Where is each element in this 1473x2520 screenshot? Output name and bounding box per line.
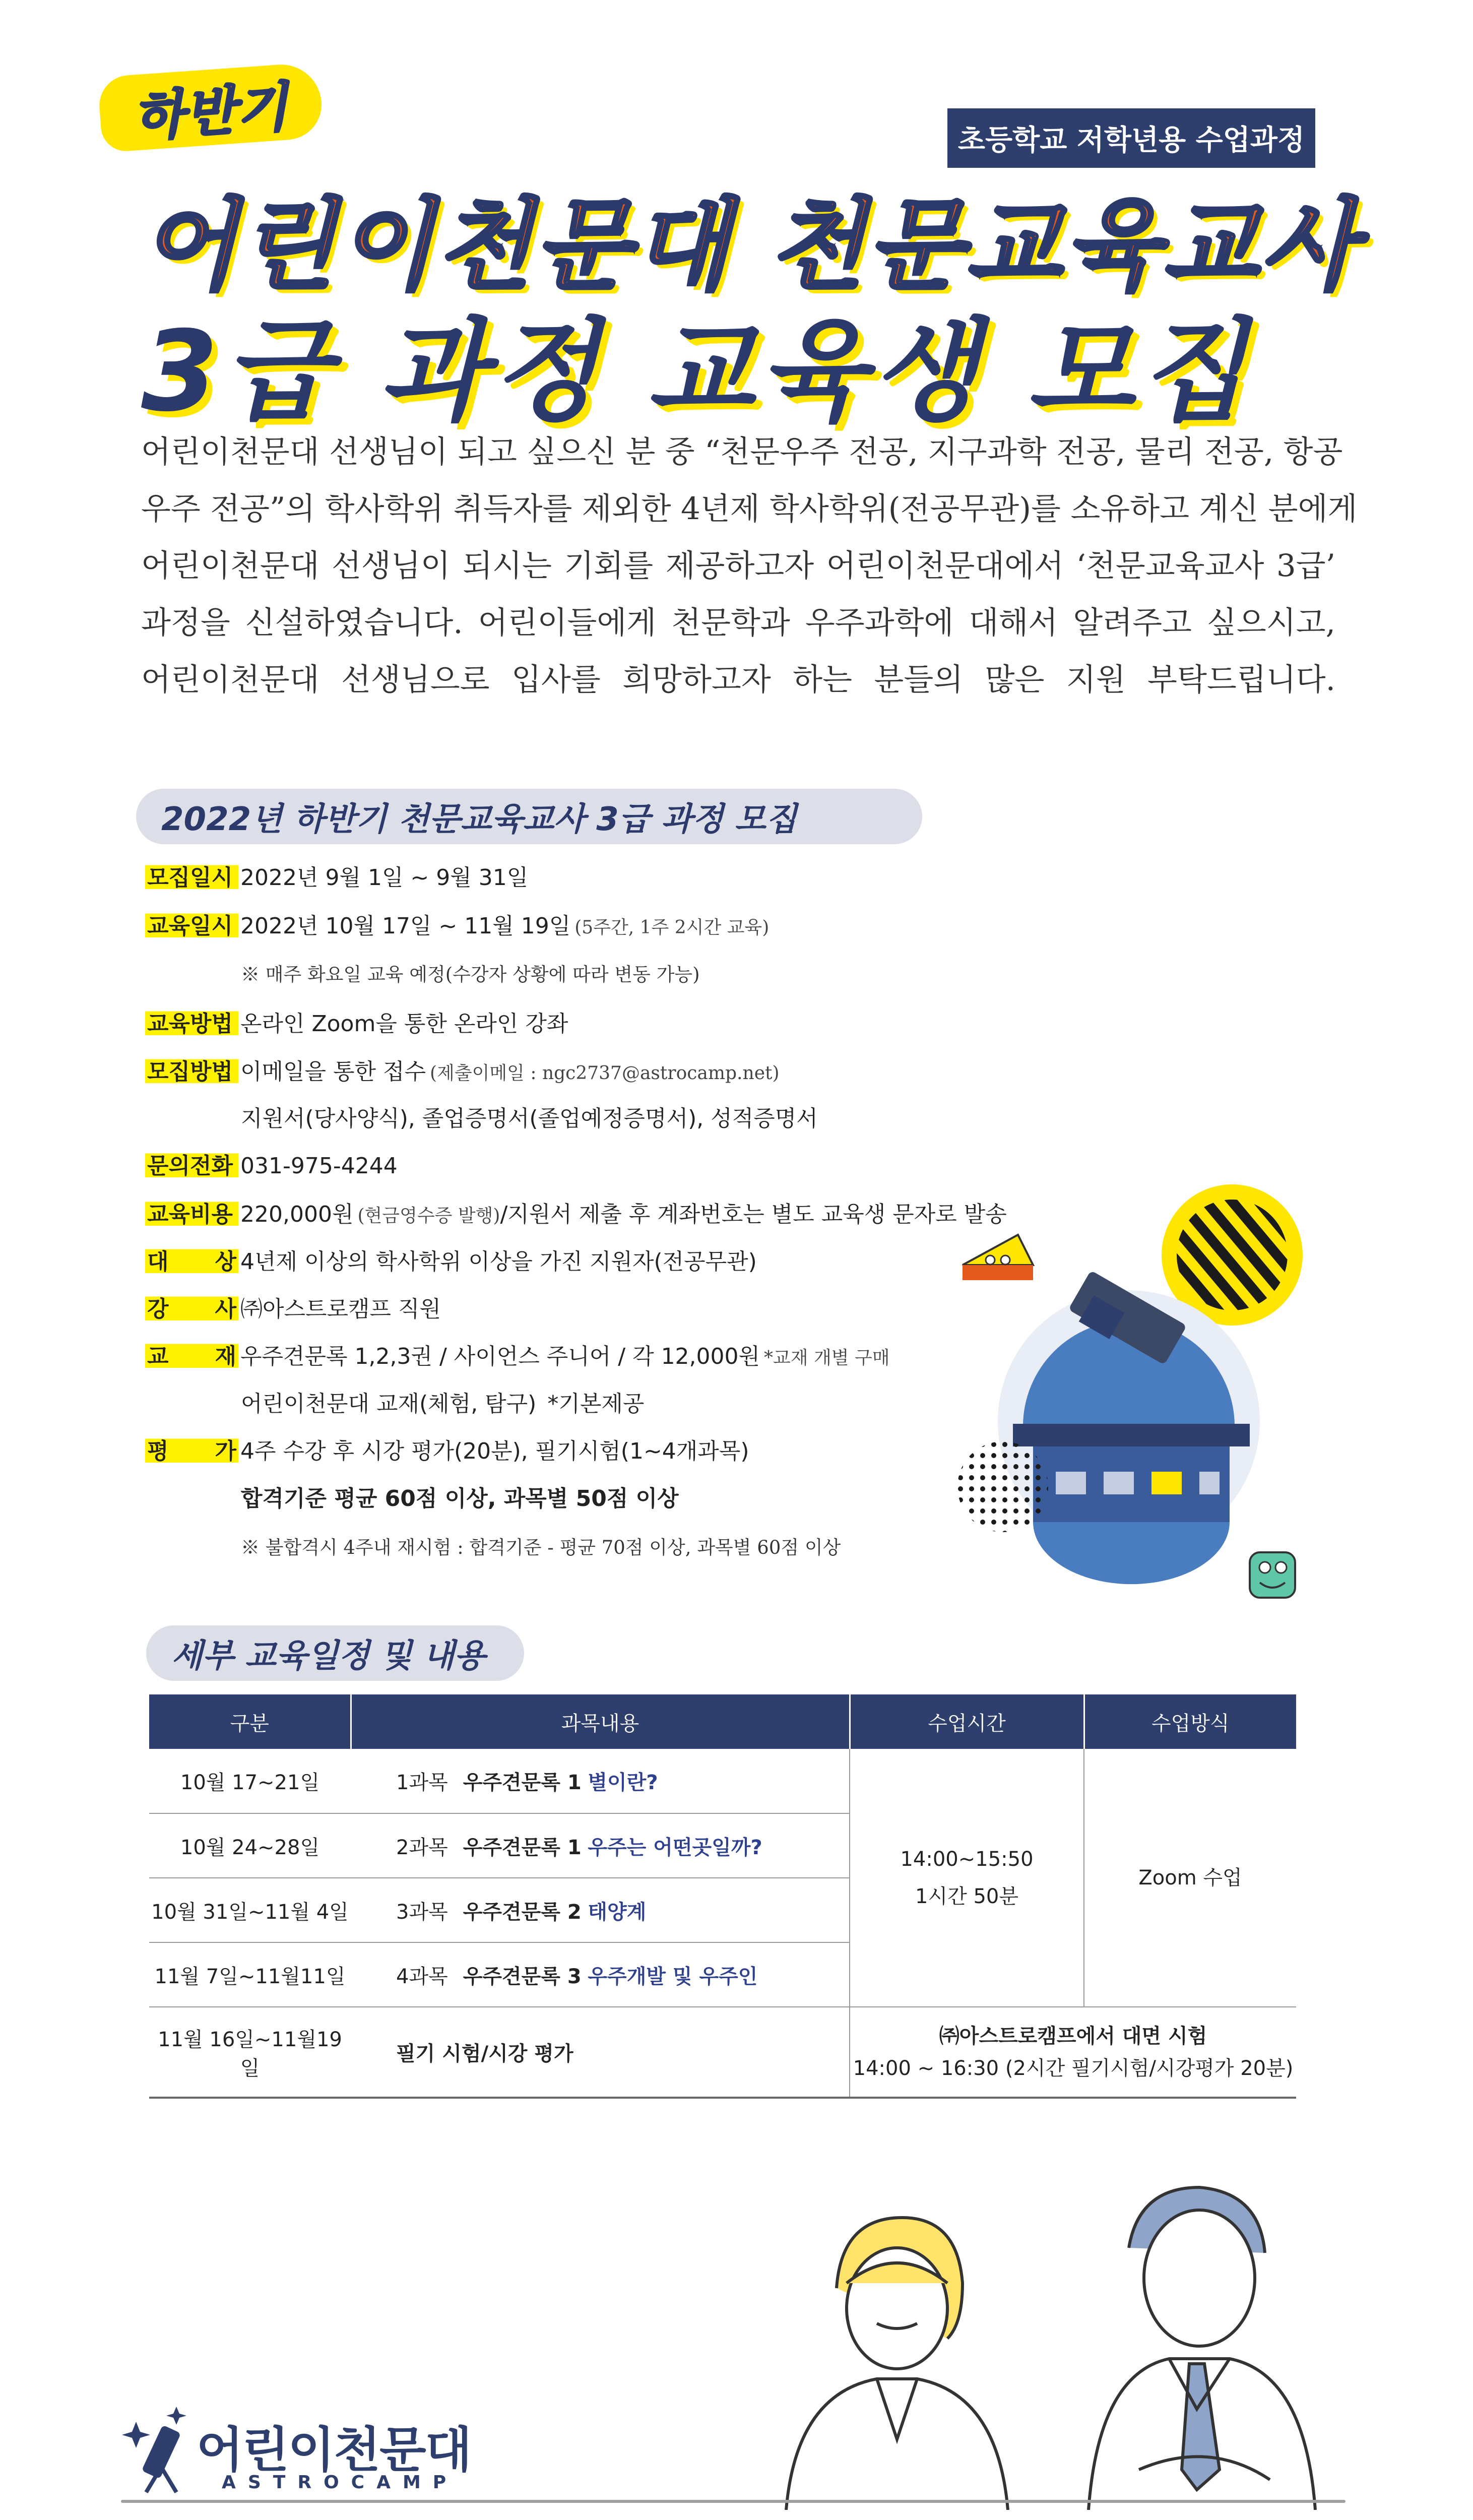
info-edu-note: ※ 매주 화요일 교육 예정(수강자 상황에 따라 변동 가능) (241, 964, 700, 985)
dotted-circle-decoration (957, 1441, 1048, 1532)
info-label (145, 1291, 238, 1323)
logo-subtitle: ASTROCAMP (222, 2472, 459, 2493)
info-eval (145, 1433, 749, 1465)
striped-moon-inner (1177, 1200, 1288, 1310)
subject-cell: 필기 시험/시강 평가 (351, 2007, 850, 2098)
info-lecturer (145, 1291, 441, 1323)
subject-topic: 별이란? (588, 1771, 658, 1794)
subject-number: 2과목 (396, 1836, 448, 1859)
info-eval-note: ※ 불합격시 4주내 재시험 : 합격기준 - 평균 70점 이상, 과목별 60점 이상 (241, 1537, 841, 1558)
subject-book: 우주견문록 2 (463, 1900, 582, 1924)
info-value: 이메일을 통한 접수 (240, 1059, 426, 1085)
section-recruit-title-text: 2022년 하반기 천문교육교사 3급 과정 모집 (161, 801, 797, 838)
table-header-cell: 수업시간 (850, 1694, 1084, 1749)
label-char: 사 (215, 1296, 236, 1322)
info-value: 4주 수강 후 시강 평가(20분), 필기시험(1~4개과목) (240, 1438, 749, 1464)
cheese-character-icon (963, 1235, 1033, 1280)
schedule-table (149, 1694, 1296, 2099)
intro-line: 어린이천문대 선생님이 되시는 기회를 제공하고자 어린이천문대에서 ‘천문교육교사 3급’ (141, 548, 1335, 584)
info-value: 2022년 9월 1일 ~ 9월 31일 (240, 865, 529, 891)
label-char: 가 (215, 1438, 236, 1464)
date-cell: 10월 24~28일 (149, 1813, 351, 1878)
info-label: 교육일시 (145, 908, 238, 940)
subject-topic: 태양계 (588, 1900, 647, 1924)
subject-book: 우주견문록 3 (463, 1965, 582, 1988)
info-eval-pass: 합격기준 평균 60점 이상, 과목별 50점 이상 (241, 1486, 679, 1511)
main-title-line1: 어린이천문대 천문교육교사 (141, 188, 1360, 303)
info-label: 교육비용 (145, 1196, 238, 1228)
man-teacher-figure (1088, 2187, 1315, 2510)
observatory-window (1104, 1472, 1134, 1494)
observatory-roof-band (1013, 1424, 1250, 1446)
info-label (145, 1243, 238, 1276)
info-recruit-period (145, 859, 528, 892)
info-value-extra: /지원서 제출 후 계좌번호는 별도 교육생 문자로 발송 (500, 1202, 1007, 1227)
label-char: 평 (147, 1438, 169, 1464)
intro-line: 과정을 신설하였습니다. 어린이들에게 천문학과 우주과학에 대해서 알려주고 싶으시고, (141, 605, 1335, 641)
intro-line: 어린이천문대 선생님이 되고 싶으신 분 중 “천문우주 전공, 지구과학 전공, 물리 전공, 항공 (141, 434, 1343, 470)
info-label: 문의전화 (145, 1148, 238, 1180)
doc-graduation-note: (졸업예정증명서) (529, 1106, 697, 1131)
teachers-illustration (756, 2157, 1361, 2510)
label-char: 강 (147, 1296, 169, 1322)
observatory-window (1199, 1472, 1220, 1494)
telescope-logo-icon (121, 2402, 197, 2497)
info-value-small: *교재 개별 구매 (764, 1348, 890, 1368)
info-label: 모집일시 (145, 859, 238, 892)
info-label (145, 1338, 238, 1370)
half-year-badge-text: 하반기 (132, 76, 291, 148)
label-char: 대 (147, 1249, 169, 1275)
subject-cell (351, 1749, 850, 1813)
intro-line: 우주 전공”의 학사학위 취득자를 제외한 4년제 학사학위(전공무관)를 소유하고 계신 분에게 (141, 491, 1358, 527)
observatory-window-lit (1151, 1472, 1182, 1494)
doc-application: 지원서 (241, 1106, 305, 1131)
table-row-exam (149, 2007, 1296, 2098)
label-char: 재 (215, 1344, 236, 1369)
class-time: 14:00~15:50 (900, 1847, 1034, 1871)
info-label: 교육방법 (145, 1005, 238, 1038)
info-label (145, 1433, 238, 1465)
subject-topic: 우주는 어떤곳일까? (588, 1836, 762, 1859)
date-cell: 10월 17~21일 (149, 1749, 351, 1813)
section-recruit-title (136, 789, 922, 844)
subject-number: 1과목 (396, 1771, 448, 1794)
info-edu-period (145, 908, 769, 940)
logo-name: 어린이천문대 (197, 2422, 471, 2478)
info-value: ㈜아스트로캠프 직원 (240, 1296, 441, 1322)
label-char: 상 (215, 1249, 236, 1275)
subject-cell (351, 1813, 850, 1878)
info-value: 220,000원 (240, 1202, 354, 1227)
table-header-cell: 과목내용 (351, 1694, 850, 1749)
intro-paragraph (141, 423, 1358, 708)
subject-topic: 우주개발 및 우주인 (588, 1965, 758, 1988)
doc-transcript: , 성적증명서 (696, 1106, 818, 1131)
doc-application-note: (당사양식) (305, 1106, 408, 1131)
info-value-small: (5주간, 1주 2시간 교육) (574, 917, 770, 938)
info-target (145, 1243, 757, 1276)
observatory-window (1056, 1472, 1086, 1494)
intro-line: 어린이천문대 선생님으로 입사를 희망하고자 하는 분들의 많은 지원 부탁드립니다. (141, 662, 1335, 698)
date-cell: 11월 7일~11월11일 (149, 1942, 351, 2007)
exam-info-cell (850, 2007, 1296, 2098)
info-value: 우주견문록 1,2,3권 / 사이언스 주니어 / 각 12,000원 (240, 1344, 760, 1369)
date-cell: 11월 16일~11월19일 (149, 2007, 351, 2098)
half-year-badge (97, 62, 324, 153)
class-time-cell (850, 1749, 1084, 2007)
subject-number: 3과목 (396, 1900, 448, 1924)
subject-cell (351, 1878, 850, 1942)
info-value-small: (제출이메일 : ngc2737@astrocamp.net) (430, 1063, 780, 1084)
info-value-small: *기본제공 (547, 1391, 645, 1417)
info-label: 모집방법 (145, 1053, 238, 1086)
info-value: 온라인 Zoom을 통한 온라인 강좌 (240, 1011, 568, 1037)
subject-book: 우주견문록 1 (463, 1771, 582, 1794)
info-phone (145, 1148, 398, 1180)
subject-cell (351, 1942, 850, 2007)
subject-book: 우주견문록 1 (463, 1836, 582, 1859)
info-textbook-2 (241, 1385, 644, 1418)
table-header-cell: 구분 (149, 1694, 351, 1749)
table-header-row (149, 1694, 1296, 1749)
exam-location: ㈜아스트로캠프에서 대면 시험 (939, 2024, 1207, 2048)
info-value: 031-975-4244 (240, 1153, 398, 1179)
date-cell: 10월 31일~11월 4일 (149, 1878, 351, 1942)
subject-number: 4과목 (396, 1965, 448, 1988)
course-tag: 초등학교 저학년용 수업과정 (947, 108, 1315, 168)
main-title-line2: 3급 과정 교육생 모집 (141, 307, 1252, 436)
class-duration: 1시간 50분 (915, 1884, 1018, 1908)
info-textbook (145, 1338, 890, 1370)
observatory-illustration (957, 1164, 1340, 1618)
table-header-cell: 수업방식 (1084, 1694, 1296, 1749)
info-value: 어린이천문대 교재(체험, 탐구) (241, 1391, 537, 1417)
observatory-base (1033, 1522, 1230, 1584)
exam-time: 14:00 ~ 16:30 (2시간 필기시험/시강평가 20분) (853, 2056, 1294, 2080)
green-character-icon (1250, 1552, 1295, 1598)
info-recruit-docs (241, 1100, 818, 1132)
class-method-cell: Zoom 수업 (1084, 1749, 1296, 2007)
section-schedule-title-text: 세부 교육일정 및 내용 (171, 1637, 486, 1675)
astrocamp-logo (121, 2397, 484, 2497)
label-char: 교 (147, 1344, 169, 1369)
info-value-small: (현금영수증 발행) (357, 1206, 500, 1226)
doc-graduation: , 졸업증명서 (408, 1106, 530, 1131)
info-edu-method (145, 1005, 568, 1038)
info-value: 2022년 10월 17일 ~ 11월 19일 (240, 913, 571, 939)
info-value: 4년제 이상의 학사학위 이상을 가진 지원자(전공무관) (240, 1249, 757, 1275)
section-schedule-title (146, 1625, 524, 1681)
table-row (149, 1749, 1296, 1813)
info-recruit-method (145, 1053, 780, 1086)
info-fee (145, 1196, 1007, 1228)
bottom-divider (121, 2500, 1346, 2503)
woman-teacher-figure (786, 2218, 1008, 2510)
